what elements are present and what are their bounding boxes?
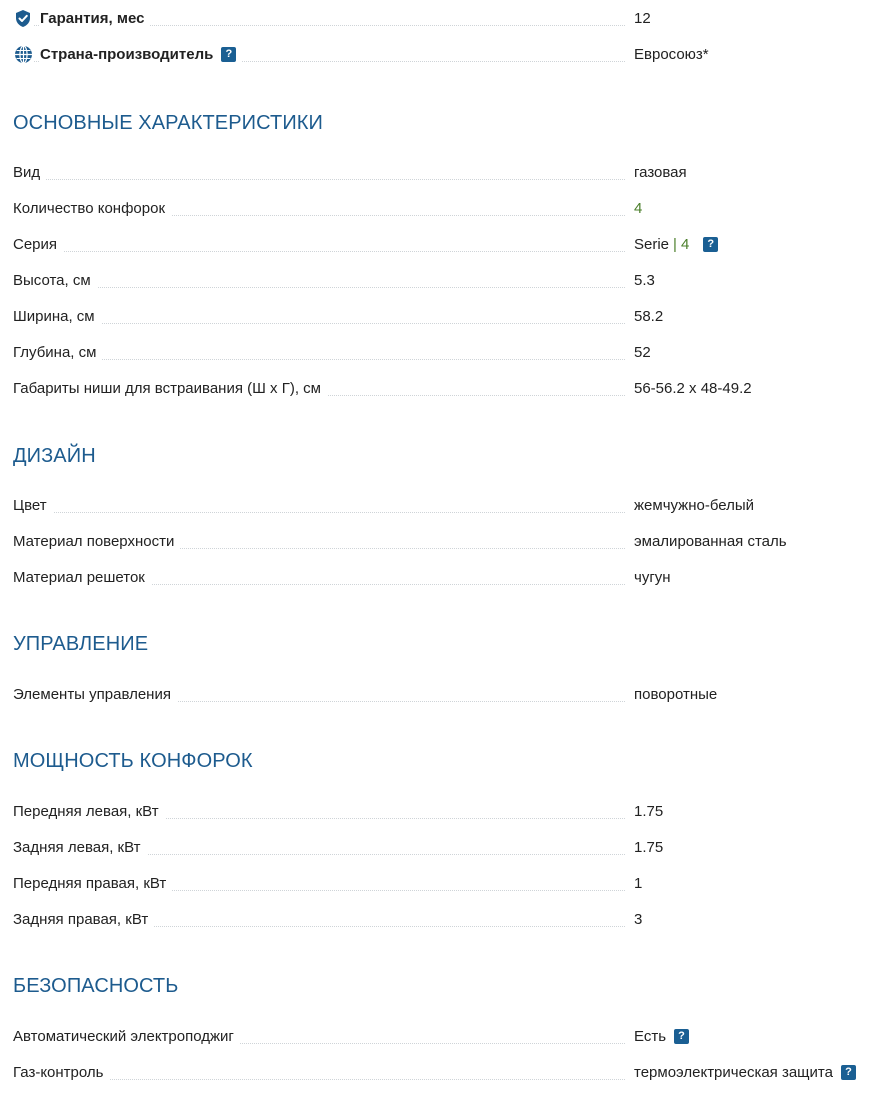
spec-row (13, 233, 873, 255)
help-button[interactable]: ? (674, 1029, 689, 1044)
spec-label: Задняя правая, кВт (13, 911, 154, 928)
globe-icon (13, 44, 33, 64)
spec-value (634, 1025, 689, 1047)
spec-row (13, 683, 873, 705)
spec-value: чугун (634, 568, 671, 586)
spec-value: 5.3 (634, 271, 655, 289)
spec-row (13, 566, 873, 588)
spec-value-text: термоэлектрическая защита (634, 1063, 833, 1081)
spec-label: Цвет (13, 497, 53, 514)
spec-label: Серия (13, 236, 63, 253)
spec-value: поворотные (634, 685, 718, 703)
spec-row-country (13, 43, 873, 65)
spec-row (13, 908, 873, 930)
spec-value: 1.75 (634, 838, 664, 856)
spec-label: Задняя левая, кВт (13, 839, 147, 856)
spec-value: Евросоюз* (634, 45, 709, 63)
spec-value: 3 (634, 910, 643, 928)
spec-row (13, 872, 873, 894)
spec-label: Материал поверхности (13, 533, 180, 550)
shield-check-icon (13, 8, 33, 28)
spec-row (13, 1061, 873, 1083)
spec-row (13, 197, 873, 219)
spec-value-link[interactable]: 4 (634, 199, 643, 217)
help-button[interactable]: ? (841, 1065, 856, 1080)
spec-value: жемчужно-белый (634, 496, 755, 514)
spec-label: Газ-контроль (13, 1064, 109, 1081)
spec-value: эмалированная сталь (634, 532, 787, 550)
spec-row-warranty (13, 7, 873, 29)
spec-row (13, 494, 873, 516)
spec-row (13, 269, 873, 291)
section-title-design: ДИЗАЙН (13, 445, 96, 467)
spec-value: 12 (634, 9, 651, 27)
spec-label: Гарантия, мес (40, 10, 150, 27)
spec-value: 56-56.2 х 48-49.2 (634, 379, 752, 397)
spec-value: газовая (634, 163, 687, 181)
spec-value (634, 1061, 856, 1083)
spec-value: 1 (634, 874, 643, 892)
spec-label: Ширина, см (13, 308, 101, 325)
spec-label: Вид (13, 164, 46, 181)
help-button[interactable]: ? (221, 47, 236, 62)
section-title-main: ОСНОВНЫЕ ХАРАКТЕРИСТИКИ (13, 112, 324, 134)
spec-row (13, 341, 873, 363)
series-number-link[interactable]: 4 (680, 235, 690, 253)
spec-row (13, 1025, 873, 1047)
spec-label: Материал решеток (13, 569, 151, 586)
spec-label: Страна-производитель (40, 45, 214, 63)
spec-row (13, 161, 873, 183)
section-title-control: УПРАВЛЕНИЕ (13, 633, 149, 655)
spec-value: 52 (634, 343, 651, 361)
spec-row (13, 836, 873, 858)
section-title-safety: БЕЗОПАСНОСТЬ (13, 975, 179, 997)
spec-label: Элементы управления (13, 686, 177, 703)
spec-label: Габариты ниши для встраивания (Ш х Г), см (13, 380, 327, 397)
series-name: Serie (634, 235, 670, 253)
spec-value: 58.2 (634, 307, 664, 325)
spec-label: Передняя правая, кВт (13, 875, 172, 892)
spec-row (13, 800, 873, 822)
spec-label: Глубина, см (13, 344, 102, 361)
spec-value (634, 233, 718, 255)
section-title-power: МОЩНОСТЬ КОНФОРОК (13, 750, 253, 772)
series-separator: | (673, 235, 677, 253)
spec-value-text: Есть (634, 1027, 667, 1045)
spec-label: Автоматический электроподжиг (13, 1028, 240, 1045)
help-button[interactable]: ? (703, 237, 718, 252)
spec-label: Высота, см (13, 272, 97, 289)
spec-value: 1.75 (634, 802, 664, 820)
spec-row (13, 305, 873, 327)
spec-label: Передняя левая, кВт (13, 803, 165, 820)
spec-row (13, 530, 873, 552)
spec-label: Количество конфорок (13, 200, 171, 217)
spec-row (13, 377, 873, 399)
